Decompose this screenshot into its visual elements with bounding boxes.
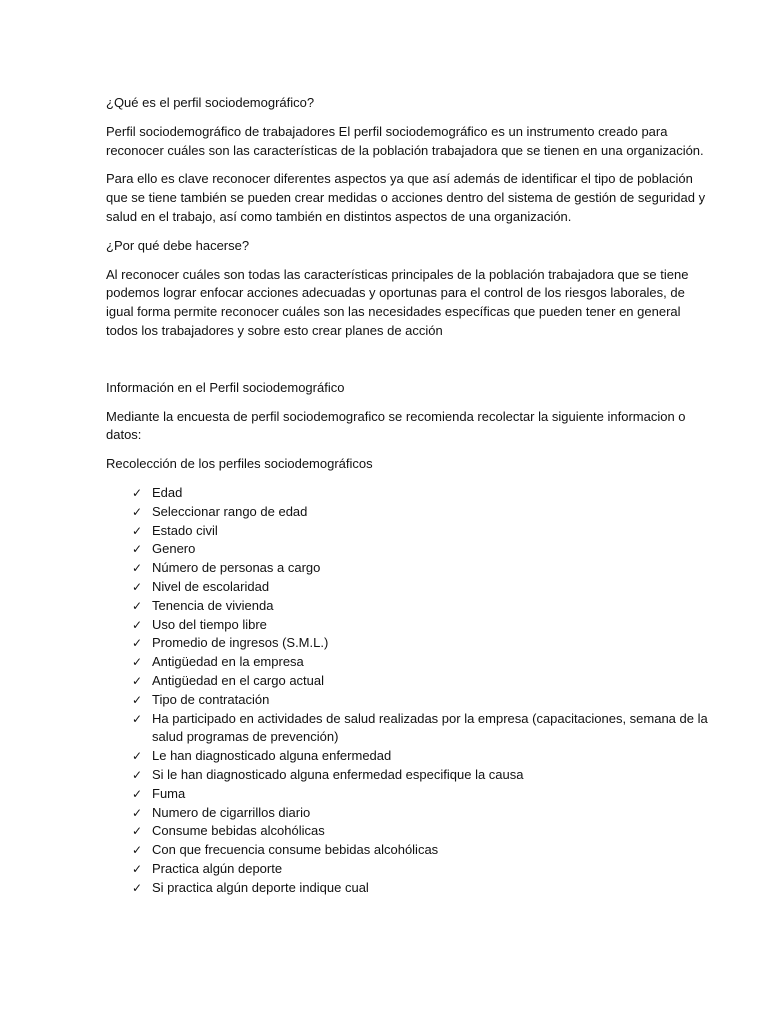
list-item — [132, 616, 708, 635]
list-item-text: Numero de cigarrillos diario — [152, 804, 311, 820]
list-item-text: Número de personas a cargo — [152, 560, 321, 576]
list-item-text: Genero — [152, 541, 196, 557]
list-item-text: Le han diagnosticado alguna enfermedad — [152, 748, 392, 764]
checkmark-icon: ✓ — [132, 843, 143, 858]
list-item — [132, 578, 708, 597]
list-item-text: Tenencia de vivienda — [152, 597, 274, 613]
heading-que-es: ¿Qué es el perfil sociodemográfico? — [106, 95, 315, 110]
list-item — [132, 860, 708, 879]
checkmark-icon: ✓ — [132, 579, 143, 594]
list-item — [132, 522, 708, 541]
list-item-text: Antigüedad en la empresa — [152, 654, 304, 670]
checklist — [106, 484, 708, 898]
checkmark-icon: ✓ — [132, 523, 143, 538]
list-item-text: Si le han diagnosticado alguna enfermedad especifique la causa — [152, 766, 524, 782]
checkmark-icon: ✓ — [132, 504, 143, 519]
paragraph-definicion: Perfil sociodemográfico de trabajadores El perfil sociodemográfico es un instrumento creado para reconocer cuáles son las características de la población trabajadora que se tienen en una organización. — [106, 123, 704, 158]
list-item-text: Practica algún deporte — [152, 860, 283, 876]
list-item-text: Seleccionar rango de edad — [152, 503, 308, 519]
checkmark-icon: ✓ — [132, 786, 143, 801]
checkmark-icon: ✓ — [132, 636, 143, 651]
checkmark-icon: ✓ — [132, 749, 143, 764]
list-item — [132, 822, 708, 841]
heading-informacion: Información en el Perfil sociodemográfico — [106, 379, 345, 395]
checkmark-icon: ✓ — [132, 767, 143, 782]
list-item-text: Ha participado en actividades de salud realizadas por la empresa (capacitaciones, semana de la salud programas de prevención) — [152, 710, 708, 745]
list-item-text: Estado civil — [152, 522, 218, 538]
list-item-text: Nivel de escolaridad — [152, 578, 270, 594]
list-item — [132, 766, 708, 785]
checkmark-icon: ✓ — [132, 861, 143, 876]
list-item-text: Uso del tiempo libre — [152, 616, 267, 632]
paragraph-razones: Al reconocer cuáles son todas las características principales de la población trabajadora que se tiene podemos lograr enfocar acciones adecuadas y oportunas para el control de los riesgos laborales, de igual forma permite reconocer cuáles son las necesidades específicas que pueden tener en general todos los trabajadores y sobre esto crear planes de acción — [106, 266, 689, 338]
list-item — [132, 672, 708, 691]
checkmark-icon: ✓ — [132, 561, 143, 576]
checkmark-icon: ✓ — [132, 711, 143, 726]
list-item — [132, 785, 708, 804]
list-item-text: Fuma — [152, 785, 186, 801]
checkmark-icon: ✓ — [132, 598, 143, 613]
list-item — [132, 879, 708, 898]
list-item-text: Consume bebidas alcohólicas — [152, 823, 325, 839]
list-item — [132, 559, 708, 578]
spacer — [106, 351, 708, 379]
list-item — [132, 653, 708, 672]
heading-por-que: ¿Por qué debe hacerse? — [106, 237, 250, 253]
list-item — [132, 841, 708, 860]
list-item — [132, 804, 708, 823]
checkmark-icon: ✓ — [132, 617, 143, 632]
list-item — [132, 691, 708, 710]
list-item — [132, 710, 708, 748]
list-item — [132, 503, 708, 522]
checkmark-icon: ✓ — [132, 824, 143, 839]
list-item-text: Tipo de contratación — [152, 691, 270, 707]
list-item — [132, 597, 708, 616]
checkmark-icon: ✓ — [132, 880, 143, 895]
checkmark-icon: ✓ — [132, 655, 143, 670]
checkmark-icon: ✓ — [132, 692, 143, 707]
checkmark-icon: ✓ — [132, 542, 143, 557]
list-item — [132, 747, 708, 766]
checkmark-icon: ✓ — [132, 673, 143, 688]
list-item — [132, 634, 708, 653]
list-item — [132, 540, 708, 559]
paragraph-encuesta: Mediante la encuesta de perfil sociodemografico se recomienda recolectar la siguiente informacion o datos: — [106, 408, 686, 443]
list-item — [132, 484, 708, 503]
heading-recoleccion: Recolección de los perfiles sociodemográficos — [106, 456, 373, 472]
list-item-text: Promedio de ingresos (S.M.L.) — [152, 635, 329, 651]
list-item-text: Con que frecuencia consume bebidas alcohólicas — [152, 842, 439, 858]
list-item-text: Edad — [152, 484, 183, 500]
list-item-text: Antigüedad en el cargo actual — [152, 672, 325, 688]
checkmark-icon: ✓ — [132, 485, 143, 500]
paragraph-aspectos: Para ello es clave reconocer diferentes aspectos ya que así además de identificar el tipo de población que se tiene también se pueden crear medidas o acciones dentro del sistema de gestión de seguridad y salud en el trabajo, así como también en distintos aspectos de una organización. — [106, 171, 706, 224]
checkmark-icon: ✓ — [132, 805, 143, 820]
list-item-text: Si practica algún deporte indique cual — [152, 879, 369, 895]
